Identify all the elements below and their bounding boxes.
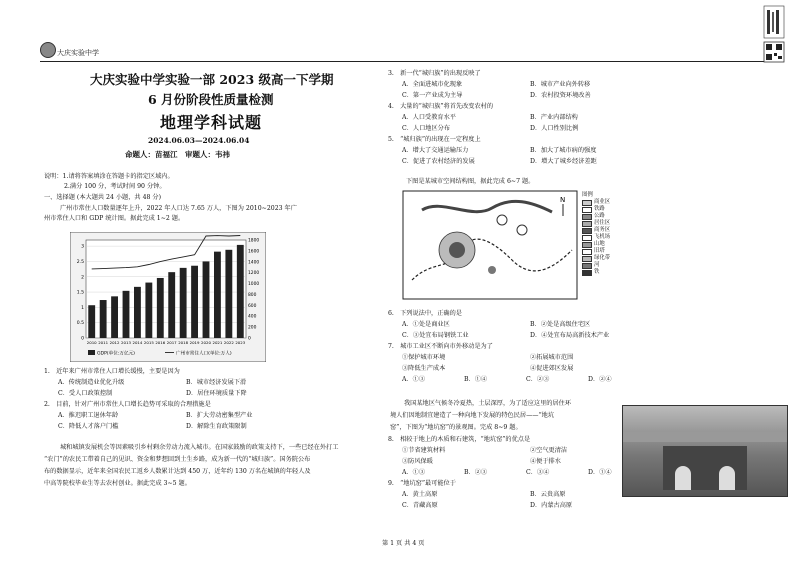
legend-swatch <box>582 270 592 276</box>
legend-label: 铁路 <box>594 206 605 212</box>
answer-option[interactable]: B．云贵高原 <box>530 491 566 498</box>
legend-swatch <box>582 263 592 269</box>
y-right-tick-label: 0 <box>248 336 251 342</box>
cbd-core <box>449 242 465 258</box>
answer-option[interactable]: D．农村投资环境改善 <box>530 92 591 99</box>
legend-title: 图例 <box>582 192 593 198</box>
answer-option[interactable]: ④促进郊区发展 <box>530 365 574 372</box>
answer-option[interactable]: ①节省建筑材料 <box>402 447 446 454</box>
exam-subject-title: 地理学科试题 <box>160 113 263 132</box>
legend-label-gdp: GDP(单位:万亿元) <box>97 351 135 357</box>
legend-item <box>582 234 622 241</box>
bar <box>225 250 232 338</box>
legend-swatch <box>582 207 592 213</box>
question-stem: 7. 城市工业区不断向市外移动是为了 <box>388 343 493 350</box>
legend-swatch <box>582 221 592 227</box>
answer-option[interactable]: A．推迟职工退休年龄 <box>58 412 119 419</box>
x-tick-label: 2016 <box>155 340 166 345</box>
answer-option[interactable]: C．降低人才落户门槛 <box>58 423 119 430</box>
answer-option[interactable]: ②拓展城市范围 <box>530 354 574 361</box>
answer-choice[interactable]: A．①③ <box>402 469 426 476</box>
question-stem: 8. 相较于地上的木质和石建筑，“地坑窑”的优点是 <box>388 436 531 443</box>
legend-label: 商务区 <box>594 227 611 233</box>
north-arrow-label: N <box>560 196 566 204</box>
legend-label: 居住区 <box>594 220 611 226</box>
passage-line: 窑”，下图为“地坑窑”的景观图。完成 8~9 题。 <box>390 424 522 431</box>
question-stem: 2. 目前，针对广州市常住人口增长趋势可采取的合理措施是 <box>44 401 211 408</box>
passage-line: 我国某地区气候冬冷夏热，土层深厚，为了适应这里的居住环 <box>404 400 572 407</box>
answer-option[interactable]: ④便于排水 <box>530 458 561 465</box>
school-logo <box>40 42 56 58</box>
answer-option[interactable]: B．产业内部结构 <box>530 114 578 121</box>
answer-option[interactable]: A．传统制造业优化升级 <box>58 379 125 386</box>
legend-swatch <box>582 228 592 234</box>
header-rule <box>40 61 766 62</box>
answer-option[interactable]: B．城市产业向外转移 <box>530 81 591 88</box>
answer-option[interactable]: C．促进了农村经济的发展 <box>402 158 475 165</box>
question-stem: 1. 近年来广州市常住人口增长缓慢，主要是因为 <box>44 368 180 375</box>
gdp-population-chart <box>70 232 266 362</box>
answer-option[interactable]: C．受人口政策控制 <box>58 390 113 397</box>
answer-choice[interactable]: A．①③ <box>402 376 426 383</box>
residential-marker <box>488 266 496 274</box>
bar <box>180 268 187 338</box>
answer-option[interactable]: ③防风保暖 <box>402 458 433 465</box>
city-structure-map <box>402 190 578 300</box>
bar <box>100 300 107 338</box>
answer-option[interactable]: A．人口受教育水平 <box>402 114 456 121</box>
passage-line: “农门”的农民工带着自己的见识、资金和梦想回到土生乡路，成为新一代的“城归族”。国务院公布 <box>44 456 311 463</box>
bar <box>88 305 95 338</box>
legend-label-pop: 广州市常住人口(单位:万人) <box>176 351 232 357</box>
answer-choice[interactable]: D．②④ <box>588 376 612 383</box>
map-legend <box>582 192 622 276</box>
answer-option[interactable]: ②空气更清洁 <box>530 447 568 454</box>
answer-option[interactable]: D．居住环境质量下降 <box>186 390 247 397</box>
answer-choice[interactable]: D．①④ <box>588 469 612 476</box>
page-footer: 第 1 页 共 4 页 <box>382 540 425 547</box>
legend-label: 飞机场 <box>594 234 611 240</box>
legend-item <box>582 206 622 213</box>
answer-option[interactable]: D．人口性别比例 <box>530 125 579 132</box>
answer-option[interactable]: D．内蒙古高原 <box>530 502 573 509</box>
legend-item <box>582 227 622 234</box>
exam-title-line1: 大庆实验中学实验一部 2023 级高一下学期 <box>90 72 334 87</box>
legend-item <box>582 199 622 206</box>
bar <box>203 261 210 338</box>
answer-option[interactable]: B．城市经济发展下滑 <box>186 379 247 386</box>
legend-swatch-gdp <box>88 350 95 355</box>
section-heading: 一、选择题 (本大题共 24 小题，共 48 分) <box>44 194 162 201</box>
legend-swatch <box>582 242 592 248</box>
legend-label: 旧塔 <box>594 248 605 254</box>
plot-area <box>86 240 246 338</box>
y-right-tick-label: 1800 <box>248 238 260 244</box>
y-left-tick-label: 3 <box>81 244 84 250</box>
bar <box>145 283 152 338</box>
x-tick-label: 2014 <box>132 340 143 345</box>
answer-option[interactable]: C．人口地区分布 <box>402 125 451 132</box>
legend-item <box>582 241 622 248</box>
legend-label: 山地 <box>594 241 605 247</box>
answer-option[interactable]: D．增大了城乡经济差距 <box>530 158 597 165</box>
legend-swatch <box>582 256 592 262</box>
y-right-tick-label: 1000 <box>248 282 260 288</box>
answer-option[interactable]: ③降低生产成本 <box>402 365 446 372</box>
instruction-line: 说明：1.请将答案填涂在答题卡的指定区域内。 <box>44 173 174 180</box>
y-left-tick-label: 0.5 <box>76 321 84 327</box>
bar <box>134 287 141 338</box>
y-right-tick-label: 400 <box>248 314 257 320</box>
answer-choice[interactable]: B．①④ <box>464 376 488 383</box>
answer-option[interactable]: A．黄土高原 <box>402 491 438 498</box>
question-stem: 9. “地坑窑”最可能位于 <box>388 480 456 487</box>
legend-item <box>582 213 622 220</box>
y-left-tick-label: 0 <box>81 336 84 342</box>
exam-authors: 命题人：苗福江 审题人：韦祎 <box>125 150 230 159</box>
bar <box>191 266 198 338</box>
answer-option[interactable]: C．第一产业成为主导 <box>402 92 463 99</box>
legend-swatch <box>582 249 592 255</box>
answer-choice[interactable]: B．②③ <box>464 469 488 476</box>
x-tick-label: 2017 <box>166 340 177 345</box>
legend-label: 河 <box>594 262 600 268</box>
y-right-tick-label: 600 <box>248 303 257 309</box>
legend-label: 绿化带 <box>594 255 611 261</box>
x-tick-label: 2015 <box>143 340 154 345</box>
answer-option[interactable]: C．③处宜布局钢铁工业 <box>402 332 469 339</box>
x-tick-label: 2013 <box>121 340 131 345</box>
qr-code-icon <box>762 4 786 66</box>
answer-option[interactable]: D．④处宜布局高新技术产业 <box>530 332 610 339</box>
question-stem: 3. 新一代“城归族”的出现反映了 <box>388 70 481 77</box>
bar <box>111 296 118 338</box>
legend-label: 公路 <box>594 213 605 219</box>
x-tick-label: 2020 <box>201 340 211 345</box>
answer-option[interactable]: B．②处是高级住宅区 <box>530 321 591 328</box>
legend-label: 铁 <box>594 269 600 275</box>
legend-item <box>582 255 622 262</box>
x-tick-label: 2022 <box>223 340 234 345</box>
answer-option[interactable]: A．全面进城市化现象 <box>402 81 463 88</box>
legend-label: 商业区 <box>594 199 611 205</box>
exam-dates: 2024.06.03—2024.06.04 <box>148 136 250 145</box>
answer-choice[interactable]: C．③④ <box>526 469 550 476</box>
bar <box>237 245 244 338</box>
bar <box>214 252 221 338</box>
y-left-tick-label: 2.5 <box>76 259 84 265</box>
bar <box>123 291 130 338</box>
cave-dwelling-image <box>623 406 787 496</box>
legend-item <box>582 269 622 276</box>
x-tick-label: 2018 <box>178 340 189 345</box>
legend-item <box>582 220 622 227</box>
y-right-tick-label: 800 <box>248 292 257 298</box>
x-tick-label: 2012 <box>109 340 120 345</box>
x-tick-label: 2023 <box>235 340 246 345</box>
bar <box>168 272 175 338</box>
legend-item <box>582 262 622 269</box>
x-tick-label: 2021 <box>212 340 223 345</box>
passage-line: 城和城镇发展机会等因素吸引乡村剩余劳动力流入城市。在国家鼓励的政策支持下，一些已经在外打工 <box>60 444 339 451</box>
y-right-tick-label: 1600 <box>248 249 260 255</box>
passage-line: 境人们因地制宜建造了一种向地下发展的特色民居——“地坑 <box>390 412 555 419</box>
y-left-tick-label: 2 <box>81 275 84 281</box>
answer-option[interactable]: A．①处是商业区 <box>402 321 450 328</box>
y-right-tick-label: 200 <box>248 325 257 331</box>
answer-option[interactable]: C．青藏高原 <box>402 502 438 509</box>
answer-choice[interactable]: C．②③ <box>526 376 550 383</box>
question-stem: 4. 大量的“城归族”将首先改变农村的 <box>388 103 494 110</box>
bar <box>157 278 164 338</box>
school-name-small: 大庆实验中学 <box>57 49 99 57</box>
x-tick-label: 2010 <box>86 340 97 345</box>
answer-option[interactable]: D．解除生育政策限制 <box>186 423 247 430</box>
legend-swatch <box>582 235 592 241</box>
answer-option[interactable]: ①保护城市环境 <box>402 354 446 361</box>
y-left-tick-label: 1 <box>81 305 84 311</box>
dikengyao-photo <box>622 405 788 497</box>
answer-option[interactable]: A．增大了交通运输压力 <box>402 147 469 154</box>
legend-swatch <box>582 214 592 220</box>
legend-swatch <box>582 200 592 206</box>
passage-line: 中高等院校毕业生等去农村创业。据此完成 3~5 题。 <box>44 480 191 487</box>
y-right-tick-label: 1400 <box>248 260 260 266</box>
question-intro: 广州市常住人口数量逐年上升，2022 年人口达 7.65 万人，下图为 2010~2023 年广 <box>60 205 297 212</box>
instruction-line: 2.满分 100 分，考试时间 90 分钟。 <box>64 183 166 190</box>
map-intro: 下图是某城市空间结构图，据此完成 6~7 题。 <box>406 178 535 185</box>
legend-item <box>582 248 622 255</box>
passage-line: 布的数据显示，近年来全国农民工返乡人数累计达到 450 万，近年约 130 万名在城镇的年轻人及 <box>44 468 311 475</box>
x-tick-label: 2019 <box>189 340 200 345</box>
x-tick-label: 2011 <box>98 340 109 345</box>
y-left-tick-label: 1.5 <box>76 290 84 296</box>
question-stem: 6. 下列说法中，正确的是 <box>388 310 462 317</box>
answer-option[interactable]: B．加大了城市病的强度 <box>530 147 597 154</box>
answer-option[interactable]: B．扩大劳动密集型产业 <box>186 412 253 419</box>
question-stem: 5. “城归族”的出现在一定程度上 <box>388 136 481 143</box>
y-right-tick-label: 1200 <box>248 271 260 277</box>
exam-title-line2: 6 月份阶段性质量检测 <box>148 92 274 107</box>
question-intro: 州市常住人口和 GDP 统计图。据此完成 1~2 题。 <box>44 215 185 222</box>
